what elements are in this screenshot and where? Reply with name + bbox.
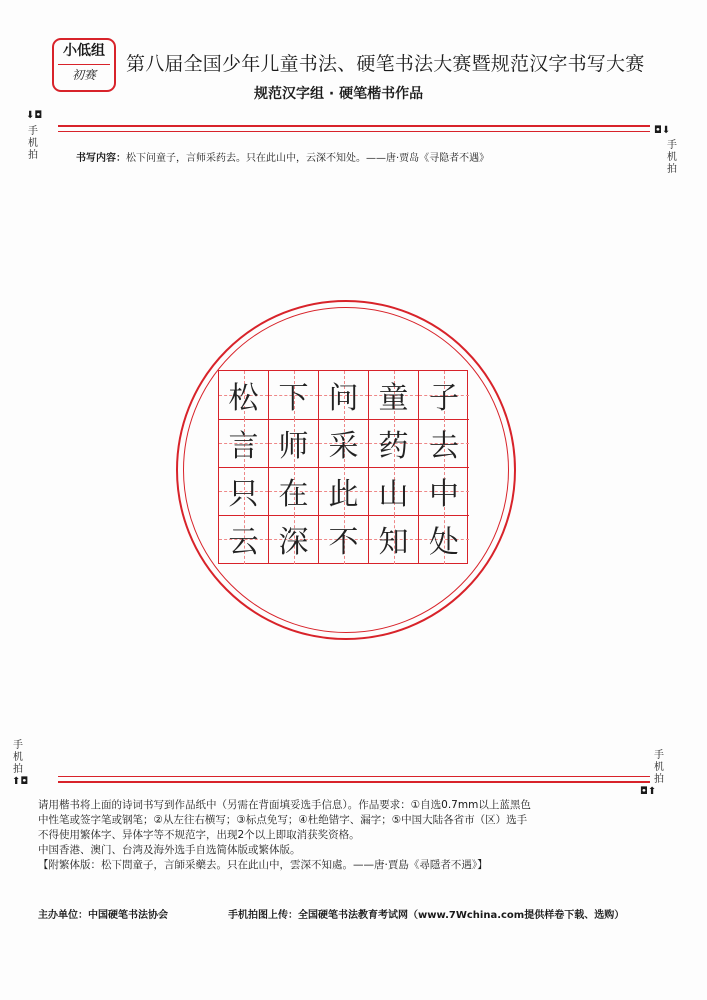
grid-cell	[419, 515, 469, 564]
bottom-rule-thick	[58, 781, 650, 783]
page-title: 第八届全国少年儿童书法、硬笔书法大赛暨规范汉字书写大赛	[126, 53, 645, 75]
grid-cell	[369, 515, 419, 564]
grid-character: 采	[328, 428, 359, 464]
badge-stage-label: 初赛	[71, 68, 96, 82]
grid-character: 山	[378, 476, 409, 512]
grid-cell	[219, 515, 269, 564]
grid-cell	[269, 419, 319, 468]
grid-character: 童	[378, 380, 409, 416]
top-rule-thin	[58, 131, 650, 132]
instruction-line: 请用楷书将上面的诗词书写到作品纸中（另需在背面填妥选手信息）。作品要求：①自选0.7mm以上蓝黑色	[38, 799, 531, 811]
grid-cell	[419, 419, 469, 468]
grid-character: 师	[278, 428, 309, 464]
grid-character: 子	[429, 380, 459, 416]
grid-cell	[269, 371, 319, 420]
grid-cell	[269, 515, 319, 564]
bottom-rule-thin	[58, 776, 650, 777]
instruction-line: 【附繁体版：松下問童子，言師采藥去。只在此山中，雲深不知處。——唐·賈島《尋隱者不遇》】	[38, 859, 488, 871]
grid-cell	[319, 371, 369, 420]
grid-cell	[419, 467, 469, 516]
content-text: 松下问童子，言师采药去。只在此山中，云深不知处。——唐·贾岛《寻隐者不遇》	[126, 153, 490, 164]
grid-character: 言	[228, 428, 259, 464]
upload-info: 手机拍图上传：全国硬笔书法教育考试网（www.7Wchina.com提供样卷下载、选购）	[228, 910, 625, 921]
side-label-bottom-left: 手机拍	[13, 740, 23, 775]
grid-character: 松	[228, 380, 259, 416]
organizer: 主办单位：中国硬笔书法协会	[38, 910, 168, 921]
grid-character: 中	[429, 476, 459, 512]
grid-cell	[369, 419, 419, 468]
grid-character: 在	[278, 476, 309, 512]
grid-character: 云	[228, 525, 259, 561]
grid-character: 只	[228, 476, 259, 512]
top-rule-thick	[58, 125, 650, 127]
grid-cell	[219, 419, 269, 468]
side-label-top-right: 手机拍	[667, 140, 677, 175]
instruction-line: 中国香港、澳门、台湾及海外选手自选简体版或繁体版。	[38, 844, 301, 856]
grid-character: 问	[328, 380, 359, 416]
camera-icon: ⬇◘	[26, 110, 43, 121]
grid-cell	[369, 467, 419, 516]
grid-character: 深	[278, 525, 309, 561]
grid-cell	[319, 419, 369, 468]
instructions	[38, 798, 668, 873]
grid-character: 药	[378, 428, 409, 464]
content-label: 书写内容：	[76, 153, 126, 164]
grid-cell	[319, 467, 369, 516]
grid-cell	[219, 371, 269, 420]
writing-content	[76, 149, 489, 164]
grid-cell	[419, 371, 469, 420]
grid-character: 下	[278, 380, 309, 416]
grid-character: 不	[328, 525, 359, 561]
camera-icon: ◘⬇	[654, 125, 671, 136]
side-label-bottom-right: 手机拍	[654, 750, 664, 785]
grid-character: 去	[429, 428, 459, 464]
side-label-top-left: 手机拍	[28, 126, 38, 161]
group-badge	[52, 38, 116, 92]
grid-cell	[269, 467, 319, 516]
page-subtitle: 规范汉字组 · 硬笔楷书作品	[254, 86, 424, 102]
grid-character: 此	[328, 476, 359, 512]
grid-character: 处	[429, 525, 459, 561]
grid-cell	[319, 515, 369, 564]
camera-icon: ◘⬆	[640, 786, 657, 797]
grid-character: 知	[378, 525, 409, 561]
instruction-line: 中性笔或签字笔或钢笔；②从左往右横写；③标点免写；④杜绝错字、漏字；⑤中国大陆各省市（区）选手	[38, 814, 528, 826]
grid-cell	[219, 467, 269, 516]
writing-grid	[218, 370, 468, 564]
badge-divider	[58, 64, 110, 65]
instruction-line: 不得使用繁体字、异体字等不规范字，出现2个以上即取消获奖资格。	[38, 829, 360, 841]
grid-cell	[369, 371, 419, 420]
badge-group-label: 小低组	[63, 43, 105, 59]
camera-icon: ⬆◘	[12, 776, 29, 787]
